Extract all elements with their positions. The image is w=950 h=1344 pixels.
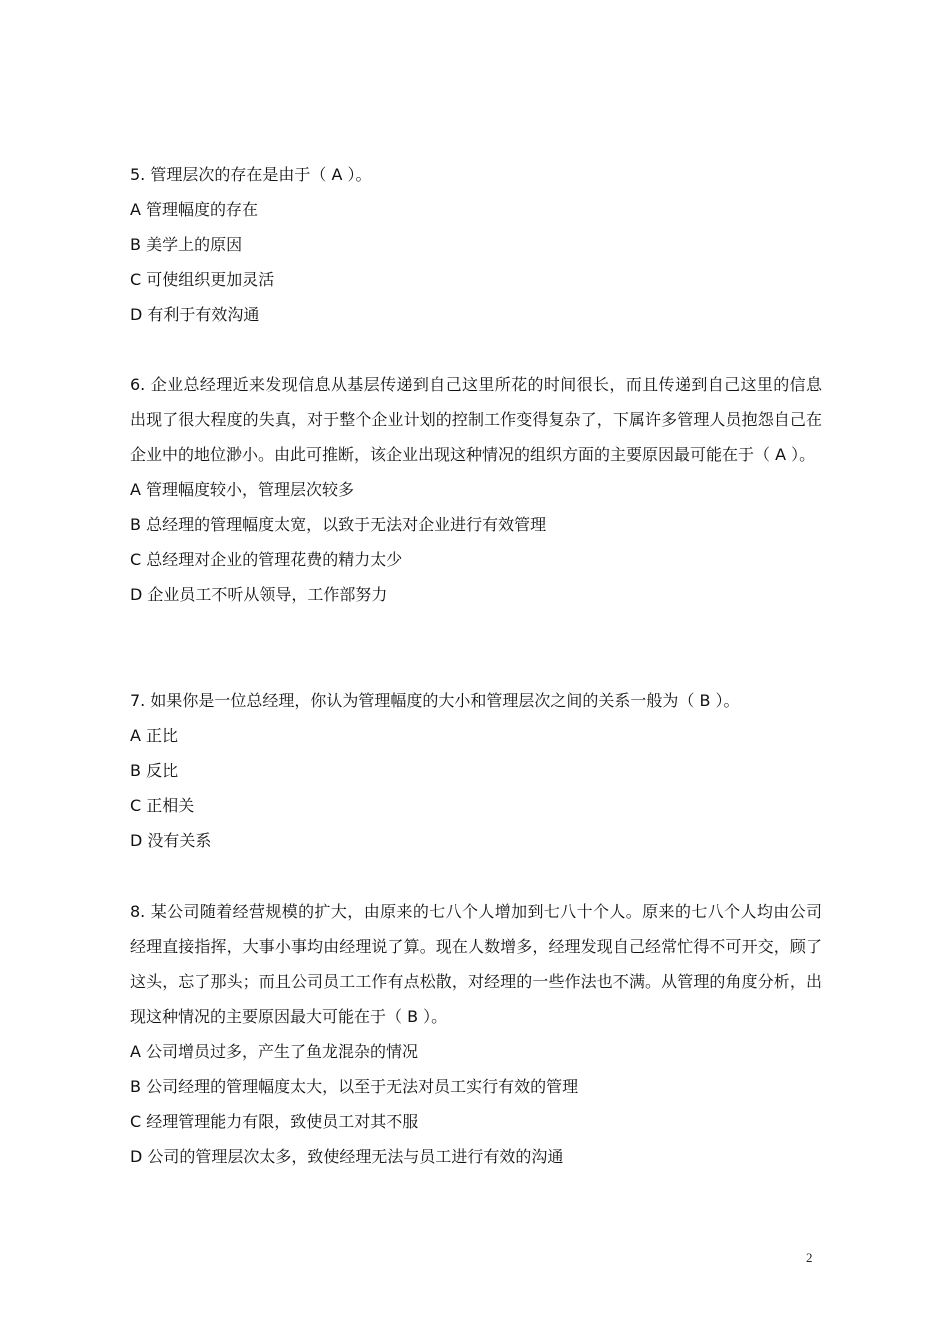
option-b: B 总经理的管理幅度太宽，以致于无法对企业进行有效管理 [130, 515, 547, 534]
option-d: D 没有关系 [130, 831, 212, 850]
question-6 [130, 367, 822, 612]
option-a: A 管理幅度较小，管理层次较多 [130, 480, 355, 499]
question-stem: 7. 如果你是一位总经理，你认为管理幅度的大小和管理层次之间的关系一般为（ B ）。 [130, 691, 740, 710]
option-c: C 经理管理能力有限，致使员工对其不服 [130, 1112, 419, 1131]
question-8 [130, 894, 822, 1174]
question-stem: 6. 企业总经理近来发现信息从基层传递到自己这里所花的时间很长，而且传递到自己这里的信息出现了很大程度的失真，对于整个企业计划的控制工作变得复杂了，下属许多管理人员抱怨自己在企业中的地位渺小。由此可推断，该企业出现这种情况的组织方面的主要原因最可能在于（ A ）。 [130, 375, 822, 464]
option-d: D 企业员工不听从领导，工作部努力 [130, 585, 388, 604]
option-c: C 正相关 [130, 796, 195, 815]
option-a: A 管理幅度的存在 [130, 200, 259, 219]
question-7 [130, 683, 822, 858]
question-stem: 5. 管理层次的存在是由于（ A ）。 [130, 165, 372, 184]
option-c: C 可使组织更加灵活 [130, 270, 275, 289]
option-d: D 公司的管理层次太多，致使经理无法与员工进行有效的沟通 [130, 1147, 564, 1166]
option-b: B 美学上的原因 [130, 235, 243, 254]
option-b: B 公司经理的管理幅度太大，以至于无法对员工实行有效的管理 [130, 1077, 579, 1096]
page-number: 2 [806, 1250, 813, 1265]
question-5 [130, 157, 822, 332]
option-c: C 总经理对企业的管理花费的精力太少 [130, 550, 403, 569]
option-a: A 公司增员过多，产生了鱼龙混杂的情况 [130, 1042, 419, 1061]
option-a: A 正比 [130, 726, 179, 745]
option-b: B 反比 [130, 761, 179, 780]
option-d: D 有利于有效沟通 [130, 305, 260, 324]
question-stem: 8. 某公司随着经营规模的扩大，由原来的七八个人增加到七八十个人。原来的七八个人均由公司经理直接指挥，大事小事均由经理说了算。现在人数增多，经理发现自己经常忙得不可开交，顾了这头，忘了那头；而且公司员工工作有点松散，对经理的一些作法也不满。从管理的角度分析，出现这种情况的主要原因最大可能在于（ B ）。 [130, 902, 822, 1026]
